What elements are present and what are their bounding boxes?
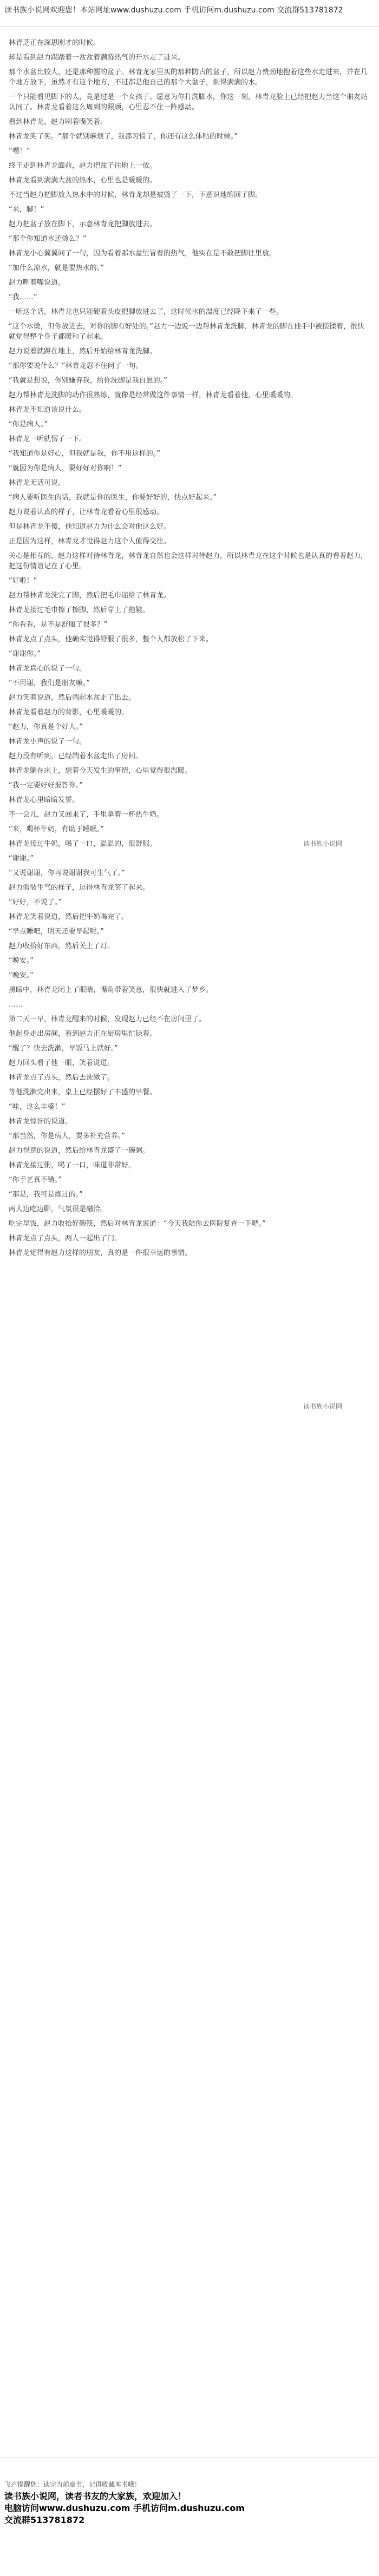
paragraph: 赵力帮林青龙洗完了脚，然后把毛巾递给了林青龙。 — [9, 592, 171, 600]
paragraph: “好啦！” — [9, 577, 37, 585]
paragraph: “哇，这么丰盛！” — [9, 1103, 66, 1111]
paragraph: 赵力说着就蹲在地上，然后开始给林青龙洗脚。 — [9, 347, 157, 356]
paragraph: 吃完早饭，赵力收拾好碗筷，然后对林青龙说道：“今天我陪你去医院复查一下吧。” — [9, 1220, 266, 1228]
paragraph: 赵力回头看了他一眼，笑着说道。 — [9, 1059, 115, 1067]
paragraph: 赵力没有听到，已经端着水盆走出了房间。 — [9, 752, 143, 760]
paragraph: 林青龙点了点头，然后去洗漱了。 — [9, 1074, 115, 1082]
paragraph: “那是，我可是练过的。” — [9, 1191, 83, 1199]
paragraph: 林青龙接过毛巾擦了擦脚，然后穿上了拖鞋。 — [9, 606, 150, 614]
header-line: 读书族小说网欢迎您！本站网址www.dushuzu.com 手机访问m.dushuzu.com 交流群513781872 — [4, 6, 343, 15]
paragraph: “那个你知道水还烫么？” — [9, 235, 87, 243]
paragraph: “我知道你是好心，但我就是我，你不用这样的。” — [9, 450, 160, 458]
paragraph: …… — [9, 1001, 23, 1009]
paragraph: 林青龙接过粥，喝了一口，味道非常好。 — [9, 1161, 136, 1169]
paragraph: “来，喝杯牛奶，有助于睡眠。” — [9, 825, 104, 833]
paragraph: 林青龙看着赵力的背影，心里暖暖的。 — [9, 708, 129, 717]
paragraph: “我一定要好好报答你。” — [9, 781, 83, 790]
paragraph: 林青龙笑了笑。“那个就别麻烦了，我都习惯了，你还有这么体贴的时候。” — [9, 133, 238, 141]
paragraph: 赵力说着认真的样子，让林青龙看着心里很感动。 — [9, 508, 164, 516]
paragraph: 赵力笑着说道，然后端起水盆走了出去。 — [9, 694, 136, 702]
paragraph: “那你要说什么？”林青龙忍不住问了一句。 — [9, 362, 143, 370]
paragraph: 林青龙惊讶的说道。 — [9, 1118, 73, 1126]
paragraph: “嘿！” — [9, 147, 30, 155]
paragraph: 林青龙小声的说了一句。 — [9, 738, 87, 746]
paragraph: 两人边吃边聊，气氛很是融洽。 — [9, 1205, 108, 1213]
paragraph: “你是病人。” — [9, 420, 48, 429]
paragraph: 正是因为这样，林青龙才觉得赵力这个人值得交往。 — [9, 537, 171, 546]
paragraph: “加什么凉水，就是要热水的。” — [9, 264, 104, 272]
paragraph: 林青龙点了点头，他确实觉得舒服了很多，整个人都放松了下来。 — [9, 635, 213, 643]
paragraph: 但是林青龙不傻，他知道赵力为什么会对他这么好。 — [9, 523, 171, 531]
side-note-text: 读书族小说网 — [303, 840, 343, 847]
paragraph: “好好，不说了。” — [9, 898, 62, 906]
paragraph: 林青龙点了点头，两人一起出了门。 — [9, 1234, 122, 1243]
paragraph: “晚安。” — [9, 957, 34, 965]
site-header — [4, 4, 375, 16]
paragraph: 赵力假装生气的样子，逗得林青龙笑了起来。 — [9, 884, 150, 892]
paragraph: “这个水烫，但你放进去，对你的脚有好处的。”赵力一边说一边帮林青龙洗脚，林青龙的脚在他手中被搓揉着，很快就觉得整个身子都暖和了起来。 — [9, 323, 364, 341]
paragraph: “谢谢你。” — [9, 650, 41, 658]
paragraph: 林青龙一听就愣了一下。 — [9, 435, 87, 443]
paragraph: 林青龙看到满满大盆的热水，心里也是暖暖的。 — [9, 176, 157, 185]
footer-line-2: 电脑访问www.dushuzu.com 手机访问m.dushuzu.com — [4, 2503, 245, 2513]
paragraph: 一个只能看见脚下的人，竟是过是一个女孩子。愿意为你打洗脚水，你这一刻，林青龙脸上已经把赵力当这个朋友站认同了。林青龙看着这么周到的照顾，心里忍不住一阵感动。 — [9, 93, 368, 111]
paragraph: 林青芝正在深思刚才的时候。 — [9, 39, 101, 47]
paragraph: “晚安。” — [9, 971, 34, 980]
paragraph: 林青龙不知道该说什么。 — [9, 406, 87, 414]
paragraph: 看到林青龙，赵力咧着嘴笑着。 — [9, 118, 108, 126]
paragraph: “又说谢谢，你再说谢谢我可生气了。” — [9, 869, 125, 877]
paragraph: 林青龙无话可说。 — [9, 479, 66, 487]
paragraph: “就因为你是病人，要好好对你啊！” — [9, 464, 122, 472]
paragraph: “病人要听医生的话，我就是你的医生，你要好好的，快点好起来。” — [9, 494, 217, 502]
paragraph: “赵力，你真是个好人。” — [9, 723, 83, 731]
paragraph: 林青龙躺在床上，想着今天发生的事情，心里觉得很温暖。 — [9, 767, 192, 775]
paragraph: 一听这个话，林青龙也只能硬着头皮把脚放进去了，这时候水的温度已经降下来了一些。 — [9, 308, 284, 316]
article-body — [9, 38, 370, 1263]
paragraph: “不用谢，我们是朋友嘛。” — [9, 679, 90, 687]
paragraph: “谢谢。” — [9, 855, 34, 863]
side-note — [303, 1402, 342, 1411]
paragraph: 林青龙觉得有赵力这样的朋友，真的是一件很幸运的事情。 — [9, 1249, 192, 1257]
paragraph: 不过当赵力把脚放入热水中的时候，林青龙却是被烫了一下，下意识地缩回了脚。 — [9, 191, 263, 199]
side-note — [303, 839, 342, 848]
paragraph: 那个水盆比较大，还是那种圆的盆子。林青龙家里买的那种防古的盆子，所以赵力费劲地抱着这些水走进来，并在几个地方放下，虽然才有这个地方，不过都是他自己的那个大盆子，倒得满满的水。 — [9, 68, 368, 87]
paragraph: 黑暗中，林青龙闭上了眼睛，嘴角带着笑意，很快就进入了梦乡。 — [9, 986, 213, 994]
paragraph: 不一会儿，赵力又回来了，手里拿着一杯热牛奶。 — [9, 811, 164, 819]
paragraph: 赵力咧着嘴说道。 — [9, 279, 66, 287]
paragraph: 赵力收拾好东西，然后关上了灯。 — [9, 942, 115, 950]
header-divider — [0, 26, 379, 27]
paragraph: 赵力帮林青龙洗脚的动作很熟练，就像是经常做这件事情一样，林青龙看着他，心里暖暖的。 — [9, 391, 298, 399]
paragraph: 却是看到赵力踢踏着一盆盆着满腾热气的开水走了进来。 — [9, 54, 185, 62]
paragraph: “那当然，你是病人，要多补充营养。” — [9, 1132, 125, 1140]
paragraph: “醒了？快去洗漱，早饭马上就好。” — [9, 1044, 118, 1053]
paragraph: 林青龙接过牛奶，喝了一口，温温的，很舒服。 — [9, 840, 157, 848]
paragraph: “我就是想说，你别嫌弃我，给你洗脚是我自愿的。” — [9, 377, 167, 385]
paragraph: “你手艺真不错。” — [9, 1176, 62, 1184]
paragraph: 赵力把盆子放在脚下，示意林青龙把脚放进去。 — [9, 220, 157, 228]
footer-line-1: 读书族小说网，读者书友的大家族，欢迎加入！ — [4, 2491, 187, 2501]
paragraph: 赵力得意的说道，然后给林青龙盛了一碗粥。 — [9, 1147, 150, 1155]
paragraph: 林青龙真心的说了一句。 — [9, 665, 87, 673]
side-note-text: 读书族小说网 — [303, 1403, 343, 1410]
paragraph: “早点睡吧，明天还要早起呢。” — [9, 928, 104, 936]
paragraph: “来，脚！” — [9, 206, 44, 214]
paragraph: 他起身走出房间，看到赵力正在厨房里忙碌着。 — [9, 1030, 157, 1038]
paragraph: 林青龙小心翼翼问了一句，因为看着那水盆里冒着的热气，他实在是不敢把脚往里放。 — [9, 249, 277, 258]
paragraph: 关心是相互的，赵力这样对待林青龙，林青龙自然也会这样对待赵力，所以林青龙在这个时候也是认真的看着赵力，把这份情谊记在了心里。 — [9, 552, 368, 570]
paragraph: 第二天一早，林青龙醒来的时候，发现赵力已经不在房间里了。 — [9, 1015, 206, 1023]
site-footer — [4, 2479, 375, 2526]
footer-line-3: 交流群513781872 — [4, 2515, 85, 2525]
paragraph: 终于走到林青龙面前，赵力把盆子往地上一放。 — [9, 162, 157, 170]
paragraph: “你看看，是不是舒服了很多？” — [9, 621, 108, 629]
paragraph: “我……” — [9, 293, 37, 301]
paragraph: 等他洗漱完出来，桌上已经摆好了丰盛的早餐。 — [9, 1088, 157, 1096]
chapter-end-note: 飞卢提醒您：读完当前章节，记得收藏本书哦！ — [4, 2481, 141, 2488]
paragraph: 林青龙心里暗暗发誓。 — [9, 796, 80, 804]
paragraph: 林青龙笑着说道，然后把牛奶喝完了。 — [9, 913, 129, 921]
